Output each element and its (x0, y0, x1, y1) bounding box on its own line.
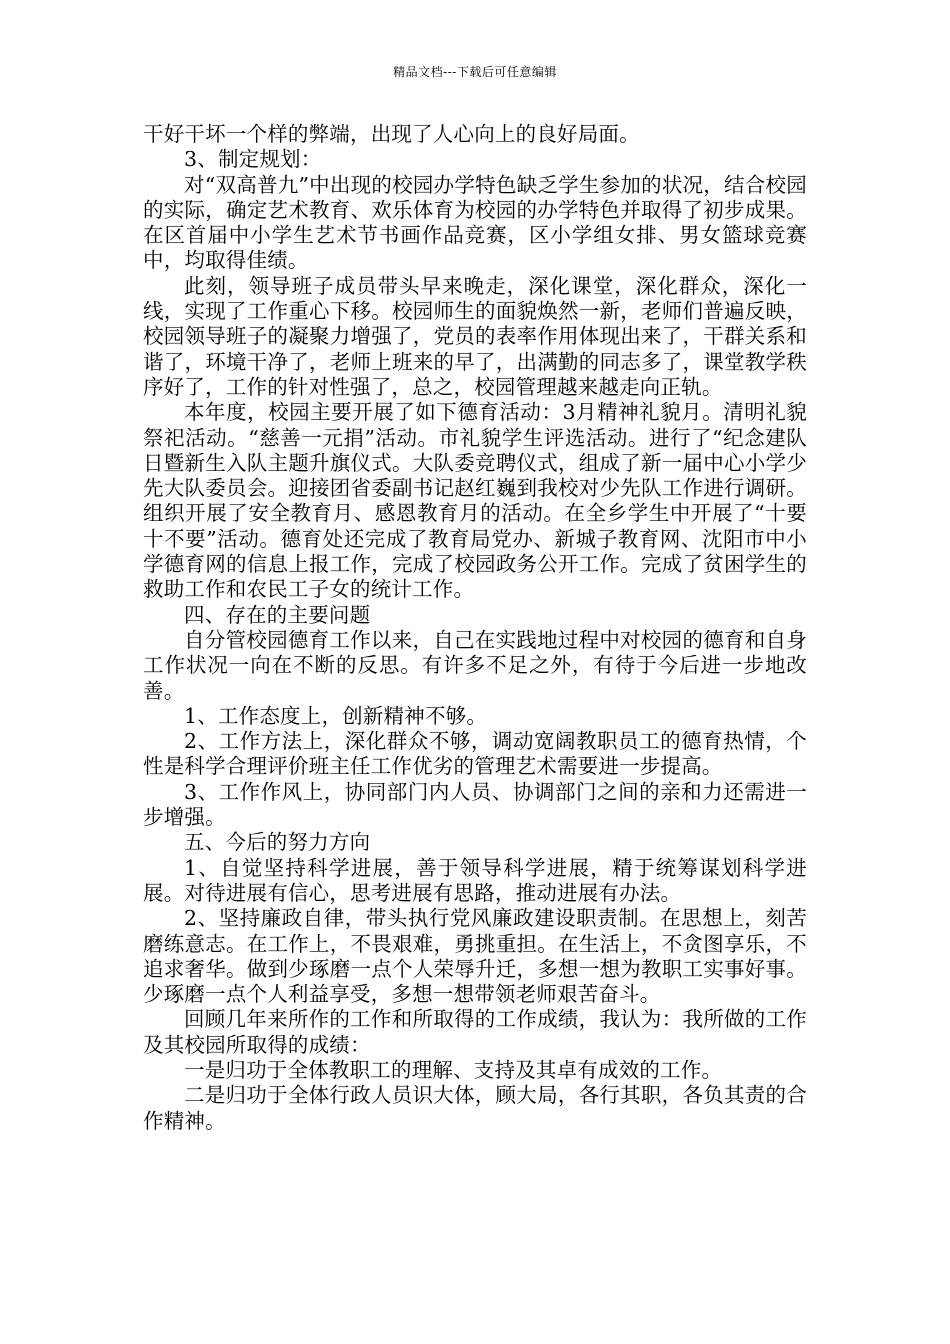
paragraph: 一是归功于全体教职工的理解、支持及其卓有成效的工作。 (184, 1057, 723, 1082)
list-item: 1、自觉坚持科学进展，善于领导科学进展，精于统筹谋划科学进展。对待进展有信心，思考进展有思路，推动进展有办法。 (143, 855, 807, 905)
section-item-heading: 3、制定规划： (184, 147, 322, 172)
paragraph: 此刻，领导班子成员带头早来晚走，深化课堂，深化群众，深化一线，实现了工作重心下移。校园师生的面貌焕然一新，老师们普遍反映，校园领导班子的凝聚力增强了，党员的表率作用体现出来了，干群关系和谐了，环境干净了，老师上班来的早了，出满勤的同志多了，课堂教学秩序好了，工作的针对性强了，总之，校园管理越来越走向正轨。 (143, 273, 807, 399)
list-item: 1、工作态度上，创新精神不够。 (184, 703, 488, 728)
page-header: 精品文档---下载后可任意编辑 (393, 65, 557, 79)
paragraph: 本年度，校园主要开展了如下德育活动：3月精神礼貌月。清明礼貌祭祀活动。“慈善一元捐”活动。市礼貌学生评选活动。进行了“纪念建队日暨新生入队主题升旗仪式。大队委竞聘仪式，组成了新一届中心小学少先大队委员会。迎接团省委副书记赵红巍到我校对少先队工作进行调研。组织开展了安全教育月、感恩教育月的活动。在全乡学生中开展了“十要十不要”活动。德育处还完成了教育局党办、新城子教育网、沈阳市中小学德育网的信息上报工作，完成了校园政务公开工作。完成了贫困学生的救助工作和农民工子女的统计工作。 (143, 400, 807, 602)
list-item: 2、工作方法上，深化群众不够，调动宽阔教职员工的德育热情，个性是科学合理评价班主任工作优劣的管理艺术需要进一步提高。 (143, 729, 807, 779)
paragraph: 干好干坏一个样的弊端，出现了人心向上的良好局面。 (143, 122, 640, 146)
list-item: 2、坚持廉政自律，带头执行党风廉政建设职责制。在思想上，刻苦磨练意志。在工作上，不畏艰难，勇挑重担。在生活上，不贪图享乐，不追求奢华。做到少琢磨一点个人荣辱升迁，多想一想为教职工实事好事。少琢磨一点个人利益享受，多想一想带领老师艰苦奋斗。 (143, 906, 807, 1007)
document-body (143, 122, 807, 1134)
paragraph: 自分管校园德育工作以来，自己在实践地过程中对校园的德育和自身工作状况一向在不断的反思。有许多不足之外，有待于今后进一步地改善。 (143, 627, 807, 703)
section-heading: 四、存在的主要问题 (184, 602, 371, 627)
paragraph: 二是归功于全体行政人员识大体，顾大局，各行其职，各负其责的合作精神。 (143, 1083, 807, 1133)
list-item: 3、工作作风上，协同部门内人员、协调部门之间的亲和力还需进一步增强。 (143, 779, 807, 830)
paragraph: 对“双高普九”中出现的校园办学特色缺乏学生参加的状况，结合校园的实际，确定艺术教育、欢乐体育为校园的办学特色并取得了初步成果。在区首届中小学生艺术节书画作品竞赛，区小学组女排、男女篮球竞赛中，均取得佳绩。 (143, 172, 807, 273)
paragraph: 回顾几年来所作的工作和所取得的工作成绩，我认为：我所做的工作及其校园所取得的成绩： (143, 1007, 807, 1057)
section-heading: 五、今后的努力方向 (184, 830, 371, 855)
